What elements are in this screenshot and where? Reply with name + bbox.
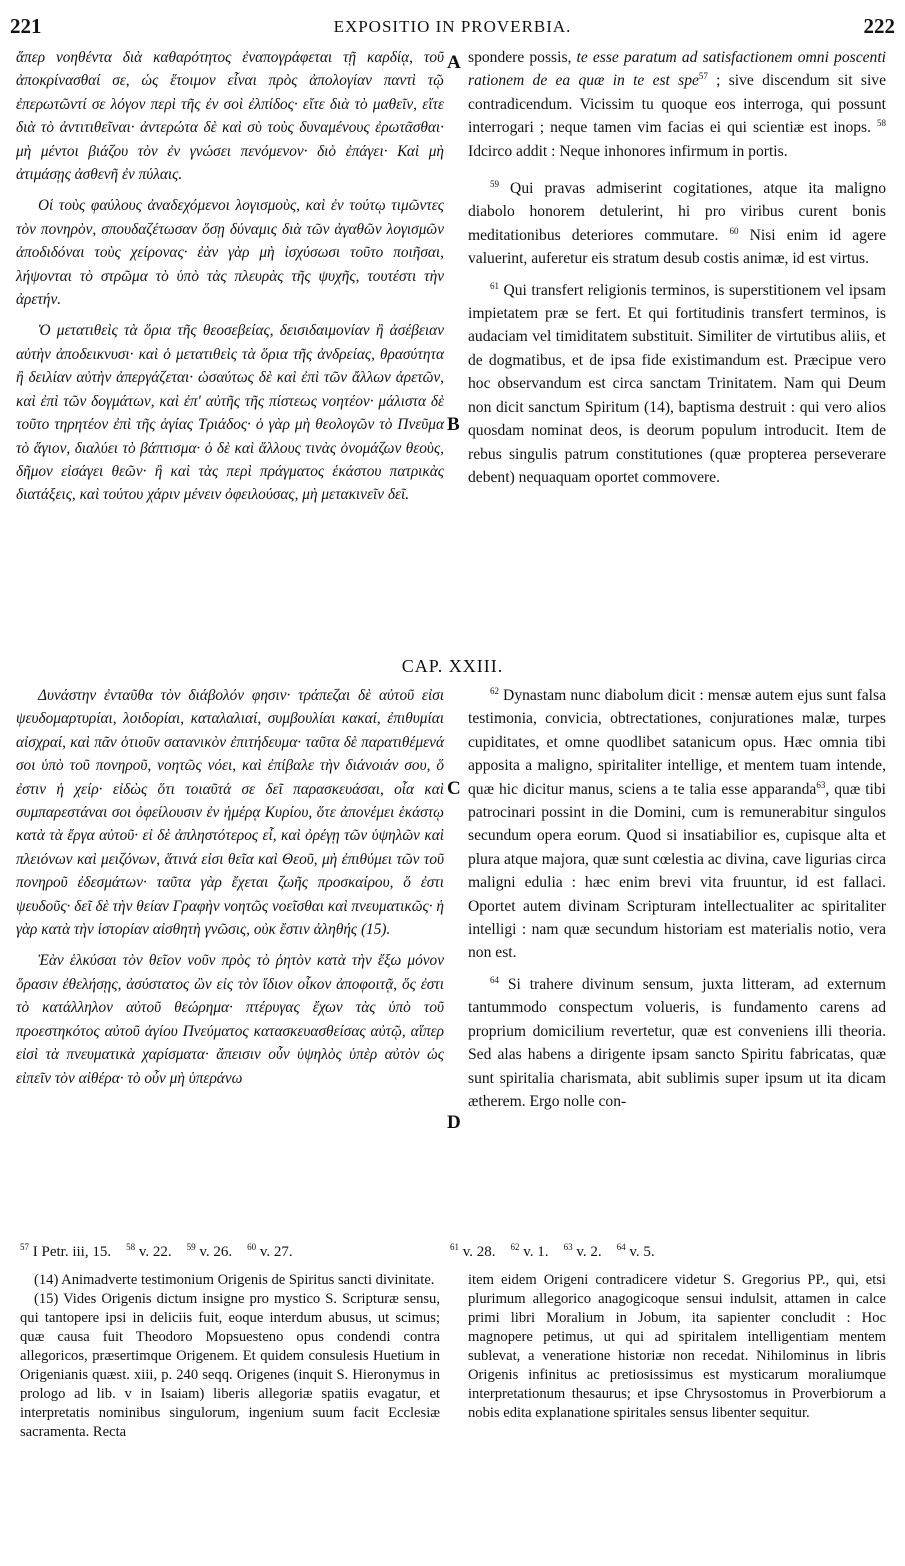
footnotes-left	[20, 1271, 440, 1442]
margin-letter-b: B	[447, 414, 460, 435]
greek-paragraph: Οἱ τοὺς φαύλους ἀναδεχόμενοι λογισμοὺς, καὶ ἐν τούτῳ τιμῶντες τὸν πονηρὸν, σπουδαζέτωσαν ὅσῃ δύναμις διὰ τῶν ἀγαθῶν λογισμῶν ἀποδιδόναι τοὺς χείρονας· ἐὰν γὰρ μὴ ἰσχύσωσι τοῦτο ποιῆσαι, λήψονται τὸ στρῶμα τὸ ὑπὸ τὰς πλευρὰς τῆς ψυχῆς, τουτέστι τὴν ἀρετήν.	[16, 197, 444, 309]
footnote-marker: 64	[490, 974, 499, 985]
running-title: EXPOSITIO IN PROVERBIA.	[333, 17, 572, 36]
margin-letter-d: D	[447, 1112, 461, 1133]
page-number-left: 221	[10, 14, 42, 38]
latin-paragraph: $^{62}$ Dynastam nunc diabolum dicit : mensæ autem ejus sunt falsa testimonia, convicia, obtrectationes, conjurationes malæ, turpes cupiditates, et omne quodlibet satanicum opus. Hæc omnia tibi apposita a maligno, spiritaliter intellige, et mentem tuam intende, quæ hic dicitur manus, sciens a te talia esse apparanda$^{63}$, quæ tibi patrocinari possint in die Domini, cum is remunerabitur singulos secundum opera eorum. Quod si insatiabilior es, cupisque alta et plura atque majora, quæ sunt cœlestia ac divina, cave ligurias circa maligni edulia : hæc enim brevi vita fruuntur, id est fallaci. Oportet autem divinam Scripturam intellectualiter ac spiritaliter intelligi : nam quæ secundum historiam est materialis notio, vera non est.	[468, 685, 887, 962]
latin-paragraph: $^{59}$ Qui pravas admiserint cogitationes, atque ita maligno diabolo honorem detulerint, hi pro viribus curent bonis meditationibus deteriores commutare. $^{60}$ Nisi enim id agere valuerint, auferetur eis stratum desub costis animæ, id est virtus.	[468, 178, 886, 268]
scripture-references-right: $^{61}$ v. 28. $^{62}$ v. 1. $^{63}$ v. 2. $^{64}$ v. 5.	[450, 1242, 655, 1260]
latin-column-top	[468, 46, 886, 489]
greek-paragraph: Ὁ μετατιθεὶς τὰ ὅρια τῆς θεοσεβείας, δεισιδαιμονίαν ἢ ἀσέβειαν αὐτὴν ἀποδεικνυσι· καὶ ὁ μετατιθεὶς τὰ ὅρια τῆς ἀνδρείας, θρασύτητα ἢ δειλίαν αὐτὴν ἀπεργάζεται· ὡσαύτως δὲ καὶ ἐπὶ τῶν ἄλλων ἀρετῶν, καὶ ἐπὶ τῶν δογμάτων, καὶ ἐπ' αὐτῆς τῆς πίστεως νοητέον· μάλιστα δὲ τοῦτο τηρητέον ἐπὶ τῆς ἁγίας Τριάδος· ὁ γὰρ μὴ θεολογῶν τὸ Πνεῦμα τὸ ἅγιον, διαλύει τὸ βάπτισμα· ὁ δὲ καὶ ἄλλους τινὰς ὀνομάζων θεοὺς, δῆμον εἰσάγει θεῶν· ἢ καὶ τὰς περὶ πράγματος ἑκάστου πατρικὰς διατάξεις, καὶ τούτου χάριν μένειν ὀφειλούσας, μὴ μετακινεῖν δεῖ.	[16, 322, 444, 504]
margin-letter-a: A	[447, 52, 461, 73]
latin-paragraph: $^{61}$ Qui transfert religionis terminos, is superstitionem vel ipsam impietatem præ se fert. Et qui fortitudinis transfert terminos, is audaciam vel timiditatem substituit. Similiter de virtutibus aliis, et de dogmatibus, et de ipsa fide existimandum est. Præcipue vero hoc observandum est circa sanctam Trinitatem. Nam qui Deum non dicit sanctum Spiritum (14), baptisma destruit : qui vero alios quosdam nominat deos, is deorum populum introducit. Item de rebus singulis patrum constitutiones (quæ propterea perseverare debent) nequaquam oportet commovere.	[468, 280, 886, 486]
running-header	[10, 14, 895, 40]
greek-paragraph: ἅπερ νοηθέντα διὰ καθαρότητος ἐναπογράφεται τῇ καρδίᾳ, τοῦ ἀποκρίνασθαί σε, ὡς ἕτοιμον εἶναι πρὸς ἀπολογίαν παντὶ τῷ ἐπερωτῶντί σε λόγον περὶ τῆς ἐν σοὶ ἐλπίδος· εἴτε διὰ τὸ μαθεῖν, εἴτε διὰ τὸ ἀντιτιθεῖναι· ἀντερώτα δὲ καὶ σὺ τοὺς δυναμένους ἐρωτᾶσθαι· μὴ μέντοι βιάζου τὸν ἐν γνώσει πενόμενον· διὸ ἐπάγει· Καὶ μὴ ἀτιμάσῃς ἀσθενῆ ἐν πύλαις.	[16, 49, 444, 184]
chapter-heading: CAP. XXIII.	[401, 656, 504, 676]
footnote-marker: 59	[490, 178, 499, 189]
margin-letter-c: C	[447, 778, 461, 799]
page-number-right: 222	[863, 14, 895, 38]
latin-paragraph: spondere possis, te esse paratum ad satisfactionem omni poscenti rationem de ea quæ in te est spe$^{57}$ ; sive discendum sit sive contradicendum. Vicissim tu quoque eos interroga, qui possunt interrogari ; neque tamen vim facias ei qui scientiæ est inops. $^{58}$ Idcirco addit : Neque inhonores infirmum in portis.	[468, 49, 886, 160]
greek-column-bottom	[16, 684, 444, 1090]
footnote: item eidem Origeni contradicere videtur S. Gregorius PP., qui, etsi plurimum allegorico anagogicoque sensui indulsit, attamen in calce primi libri Moralium in Jobum, ita sapienter concludit : Hoc magnopere petimus, ut qui ad spiritalem intelligentiam mentem sublevat, a veneratione historiæ non recedat. Nihilominus in libris Origenis infinitus ac pretiosissimus est mysticarum moraliumque interpretationum thesaurus; et ipse Chrysostomus in Proverbiorum a nobis edita explanatione spiritales sensus libenter sequitur.	[468, 1272, 886, 1421]
footnote-marker: 63	[816, 779, 826, 790]
footnotes-right	[468, 1271, 886, 1423]
footnote-marker: 62	[490, 685, 499, 696]
latin-paragraph: $^{64}$ Si trahere divinum sensum, juxta litteram, ad externum tantummodo conspectum volueris, is fundamento carens ad proprium domicilium revertetur, quæ est conveniens illi theoria. Sed alas habens a dirigente ipsam sancto Spiritu fabricatas, quæ sunt spiritalia charismata, abit sublimis super ipsum ut ita dicam ætherem. Ergo nolle con-	[468, 974, 886, 1110]
footnote: (15) Vides Origenis dictum insigne pro mystico S. Scripturæ sensu, qui tantopere ipsi in deliciis fuit, eoque interdum abusus, ut scimus; quæ causa fuit Theodoro Mopsuesteno opus condendi contra allegoricos, præsertimque Origenem. Et quidem consulesis Huetium in Origenianis quæst. xiii, p. 240 seqq. Origenes (inquit S. Hieronymus in prologo ad lib. v in Isaiam) liberis allegoriæ spatiis evagatur, et interpretatis nominibus singulorum, ingenium suum facit Ecclesiæ sacramenta. Recta	[20, 1291, 440, 1440]
greek-paragraph: Ἐὰν ἑλκύσαι τὸν θεῖον νοῦν πρὸς τὸ ῥητὸν κατὰ τὴν ἔξω μόνον ὅρασιν ἐθελήσῃς, ἀσύστατος ὢν εἰς τὸν ἴδιον οἶκον ἀποφοιτᾷ, ὅς ἐστι τὸ κατάλληλον αὐτοῦ θεώρημα· πτέρυγας ἔχων τὰς ὑπὸ τοῦ προεστηκότος αὐτοῦ ἁγίου Πνεύματος κατασκευασθείσας αὐτῷ, αἵπερ εἰσὶ τὰ πνευματικὰ χαρίσματα· ἄπεισιν οὖν ὑψηλὸς ὑπὲρ αὐτὸν ὡς εἰπεῖν τὸν αἰθέρα· τὸ οὖν μὴ ὑπεράνω	[16, 952, 444, 1087]
footnote-marker: 60	[729, 225, 739, 236]
footnote-marker: 61	[490, 280, 499, 291]
latin-column-bottom	[468, 684, 886, 1113]
footnote-marker: 58	[877, 118, 886, 129]
greek-paragraph: Δυνάστην ἐνταῦθα τὸν διάβολόν φησιν· τράπεζαι δὲ αὐτοῦ εἰσι ψευδομαρτυρίαι, λοιδορίαι, καταλαλιαί, συμβουλίαι κακαί, ἐπιθυμίαι αἰσχραί, καὶ πᾶν ὁτιοῦν σατανικὸν ἐπιτήδευμα· ταῦτα δὲ παρατιθέμενά σοι ὑπὸ τοῦ πονηροῦ, νοητῶς νόει, καὶ ἐπίβαλε τὴν διάνοιάν σου, ὅ ἐστιν ἡ χείρ· εἰδὼς ὅτι τοιαῦτά σε δεῖ παρασκευάσαι, οἷα καὶ συμπαρεστάναι σοι ὀφείλουσιν ἐν ἡμέρᾳ Κυρίου, ὅτε ἀπονέμει ἑκάστῳ κατὰ τὰ ἔργα αὐτοῦ· εἰ δὲ ἀπληστότερος εἶ, καὶ ὀρέγῃ τῶν ὑψηλῶν καὶ πλειόνων καὶ μειζόνων, ἅτινά εἰσι θεῖα καὶ Θεοῦ, μὴ ἐπιθύμει τῶν τοῦ πονηροῦ ἐδεσμάτων· ταῦτα γὰρ ἔχεται ζωῆς προσκαίρου, ὅ ἐστι ψευδοῦς· δεῖ δὲ τὴν θείαν Γραφὴν νοητῶς νοεῖσθαι καὶ πνευματικῶς· ἡ γὰρ κατὰ τὴν ἱστορίαν αἰσθητὴ γνῶσις, οὐκ ἔστιν ἀληθής (15).	[16, 687, 444, 939]
footnote-marker: 57	[698, 71, 708, 82]
footnote: (14) Animadverte testimonium Origenis de Spiritus sancti divinitate.	[34, 1272, 435, 1288]
greek-column-top	[16, 46, 444, 507]
scripture-references-left: $^{57}$ I Petr. iii, 15. $^{58}$ v. 22. $^{59}$ v. 26. $^{60}$ v. 27.	[20, 1242, 293, 1260]
